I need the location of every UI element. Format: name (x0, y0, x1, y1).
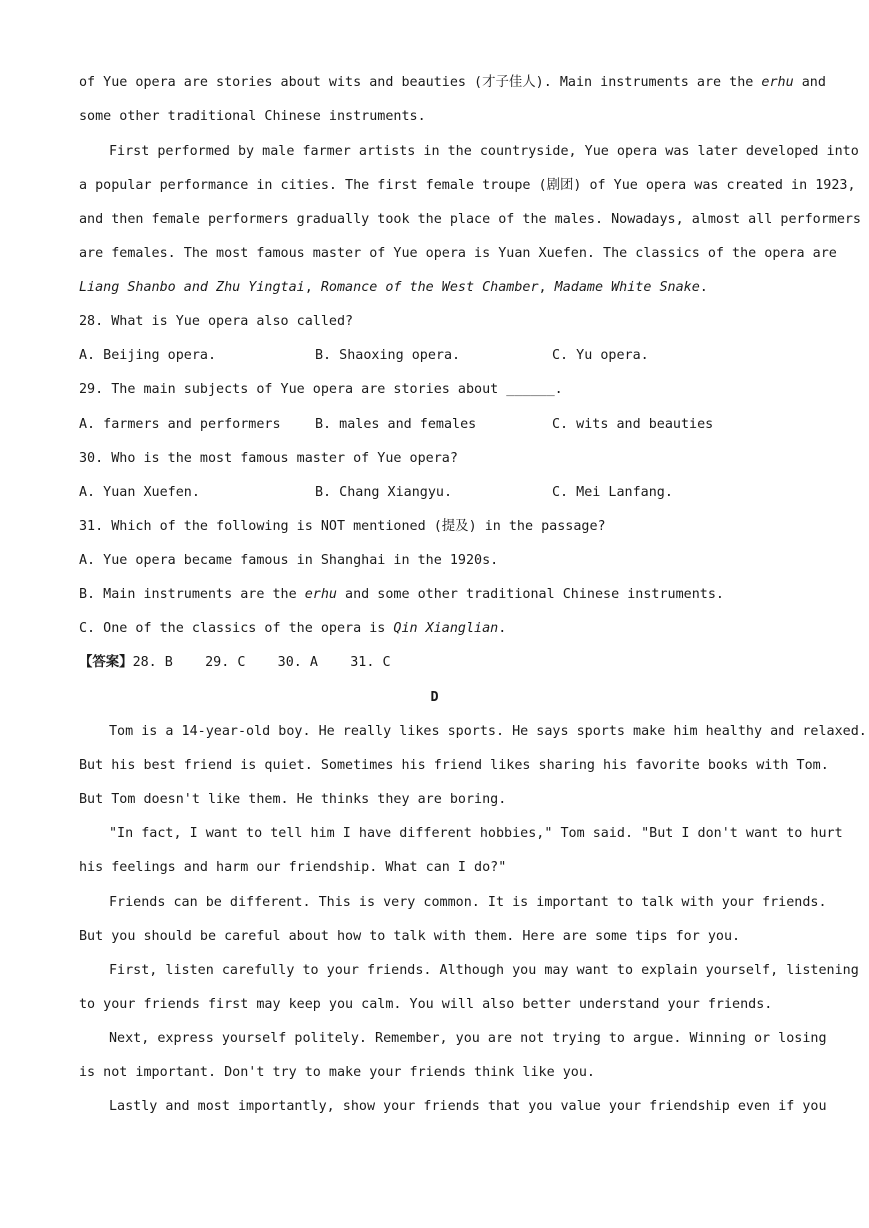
question-stem: 31. Which of the following is NOT mentioned (提及) in the passage? (79, 519, 606, 534)
passage-line: But you should be careful about how to talk with them. Here are some tips for you. (79, 929, 741, 944)
passage-line: But Tom doesn't like them. He thinks they are boring. (79, 792, 507, 807)
option-c: C. One of the classics of the opera is Qin Xianglian. (79, 621, 507, 636)
passage-line: of Yue opera are stories about wits and beauties (才子佳人). Main instruments are the erhu and (79, 75, 826, 90)
passage-line: Tom is a 14-year-old boy. He really likes sports. He says sports make him healthy and relaxed. (109, 724, 867, 739)
option-a: A. Yue opera became famous in Shanghai in the 1920s. (79, 553, 499, 568)
option-b: B. Main instruments are the erhu and some other traditional Chinese instruments. (79, 587, 724, 602)
passage-line: to your friends first may keep you calm. You will also better understand your friends. (79, 997, 773, 1012)
passage-line: First, listen carefully to your friends. Although you may want to explain yourself, listening (109, 963, 859, 978)
option-a: A. Beijing opera. (79, 348, 217, 363)
passage-line: "In fact, I want to tell him I have different hobbies," Tom said. "But I don't want to hurt (109, 826, 843, 841)
option-a: A. farmers and performers (79, 417, 281, 432)
answer-tag: 【答案】 (79, 655, 133, 670)
option-b: B. Shaoxing opera. (315, 348, 461, 363)
passage-line: and then female performers gradually took the place of the males. Nowadays, almost all performers (79, 212, 861, 227)
option-c: C. wits and beauties (552, 417, 714, 432)
passage-line: are females. The most famous master of Yue opera is Yuan Xuefen. The classics of the opera are (79, 246, 837, 261)
question-stem: 28. What is Yue opera also called? (79, 314, 354, 329)
passage-line: But his best friend is quiet. Sometimes his friend likes sharing his favorite books with Tom. (79, 758, 829, 773)
option-b: B. Chang Xiangyu. (315, 485, 453, 500)
option-a: A. Yuan Xuefen. (79, 485, 200, 500)
passage-line: First performed by male farmer artists in the countryside, Yue opera was later developed into (109, 144, 859, 159)
passage-line: Next, express yourself politely. Remember, you are not trying to argue. Winning or losing (109, 1031, 827, 1046)
answer-text: 28. B 29. C 30. A 31. C (132, 655, 391, 670)
question-stem: 30. Who is the most famous master of Yue opera? (79, 451, 458, 466)
option-c: C. Mei Lanfang. (552, 485, 673, 500)
passage-line: Friends can be different. This is very common. It is important to talk with your friends. (109, 895, 827, 910)
option-c: C. Yu opera. (552, 348, 649, 363)
passage-line: some other traditional Chinese instruments. (79, 109, 426, 124)
question-stem: 29. The main subjects of Yue opera are stories about ______. (79, 382, 563, 397)
option-b: B. males and females (315, 417, 477, 432)
passage-line: Lastly and most importantly, show your friends that you value your friendship even if you (109, 1099, 827, 1114)
section-heading: D (430, 690, 439, 705)
classics-line: Liang Shanbo and Zhu Yingtai, Romance of the West Chamber, Madame White Snake. (79, 280, 708, 295)
passage-line: is not important. Don't try to make your friends think like you. (79, 1065, 595, 1080)
answer-key (79, 653, 789, 673)
passage-line: his feelings and harm our friendship. What can I do?" (79, 860, 507, 875)
passage-line: a popular performance in cities. The first female troupe (剧团) of Yue opera was created in 1923, (79, 178, 856, 193)
